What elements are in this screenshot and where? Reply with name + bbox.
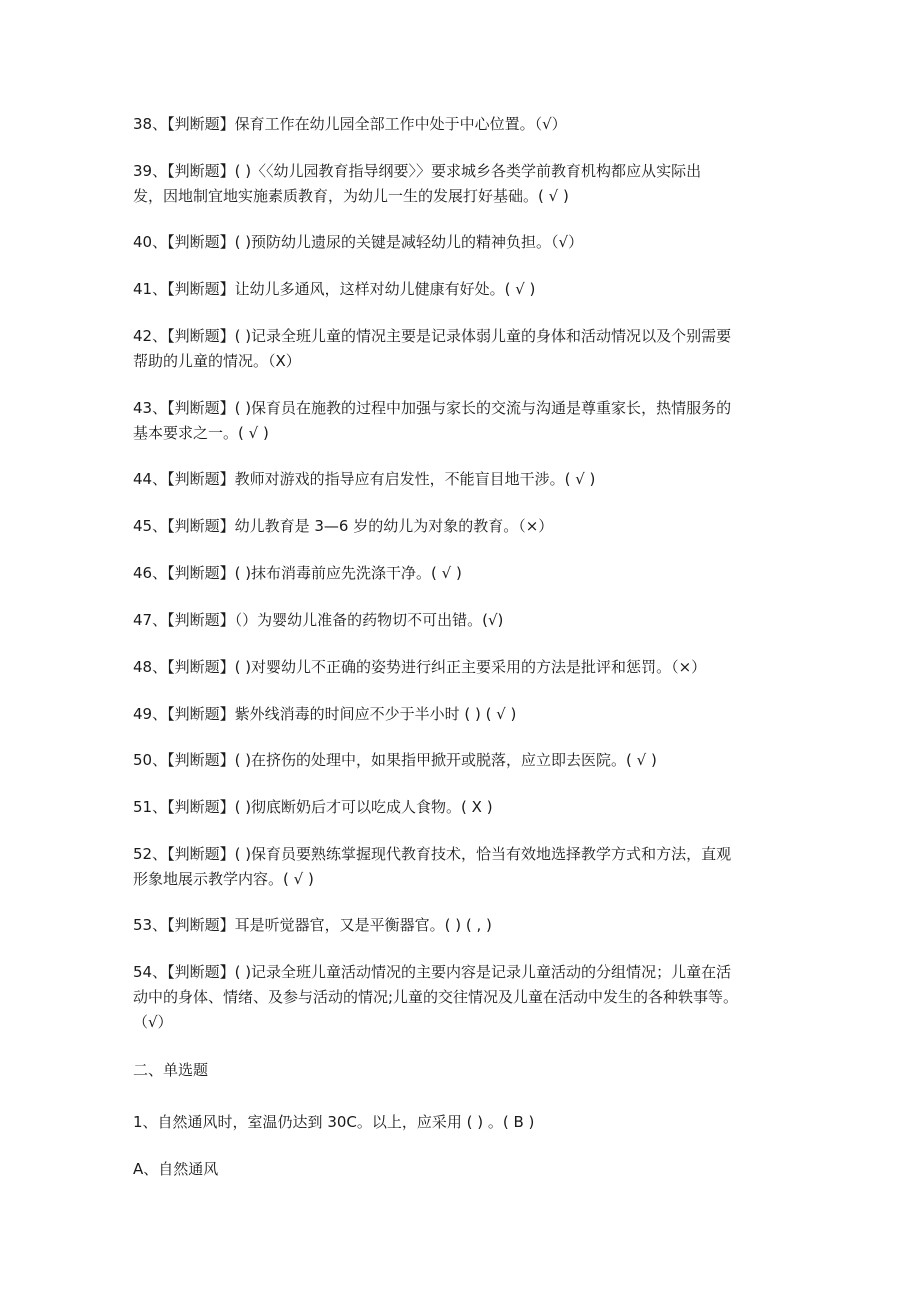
single-choice-question-1: 1、自然通风时，室温仍达到 30C。以上，应采用 ( ) 。( B ) xyxy=(133,1113,535,1131)
section-title: 二、单选题 xyxy=(133,1061,209,1079)
question-text: 44、【判断题】教师对游戏的指导应有启发性，不能盲目地干涉。( √ ) xyxy=(133,470,596,488)
question-text: 基本要求之一。( √ ) xyxy=(133,424,269,442)
question-text: 51、【判断题】( )彻底断奶后才可以吃成人食物。( X ) xyxy=(133,798,493,816)
question-text: 45、【判断题】幼儿教育是 3—6 岁的幼儿为对象的教育。（×） xyxy=(133,517,554,535)
question-text: 形象地展示教学内容。( √ ) xyxy=(133,870,314,888)
question-text: 48、【判断题】( )对婴幼儿不正确的姿势进行纠正主要采用的方法是批评和惩罚。（×） xyxy=(133,658,707,676)
question-text: 40、【判断题】( )预防幼儿遗尿的关键是减轻幼儿的精神负担。（√） xyxy=(133,233,584,251)
question-text: 动中的身体、情绪、及参与活动的情况;儿童的交往情况及儿童在活动中发生的各种轶事等。 xyxy=(133,988,739,1006)
question-text: 53、【判断题】耳是听觉器官，又是平衡器官。( ) ( , ) xyxy=(133,916,492,934)
question-38 xyxy=(133,112,778,137)
question-text: 47、【判断题】（）为婴幼儿准备的药物切不可出错。(√) xyxy=(133,611,504,629)
question-39 xyxy=(133,159,778,209)
question-47 xyxy=(133,608,778,633)
question-text: 帮助的儿童的情况。（X） xyxy=(133,352,301,370)
question-text: 50、【判断题】( )在挤伤的处理中，如果指甲掀开或脱落，应立即去医院。( √ ) xyxy=(133,751,657,769)
question-52 xyxy=(133,842,778,892)
question-text: 41、【判断题】让幼儿多通风，这样对幼儿健康有好处。( √ ) xyxy=(133,280,536,298)
question-text: 43、【判断题】( )保育员在施教的过程中加强与家长的交流与沟通是尊重家长，热情服务的 xyxy=(133,399,732,417)
question-45 xyxy=(133,514,778,539)
question-41 xyxy=(133,277,778,302)
question-text: 46、【判断题】( )抹布消毒前应先洗涤干净。( √ ) xyxy=(133,564,462,582)
question-40 xyxy=(133,230,778,255)
question-text: 52、【判断题】( )保育员要熟练掌握现代教育技术，恰当有效地选择教学方式和方法，直观 xyxy=(133,845,732,863)
question-text: 42、【判断题】( )记录全班儿童的情况主要是记录体弱儿童的身体和活动情况以及个别需要 xyxy=(133,327,732,345)
question-text: 39、【判断题】( )〈〈幼儿园教育指导纲要〉〉要求城乡各类学前教育机构都应从实际出 xyxy=(133,162,702,180)
question-43 xyxy=(133,396,778,446)
question-text: 发，因地制宜地实施素质教育，为幼儿一生的发展打好基础。( √ ) xyxy=(133,187,569,205)
question-54 xyxy=(133,960,778,1035)
question-53 xyxy=(133,913,778,938)
question-50 xyxy=(133,748,778,773)
question-text: 38、【判断题】保育工作在幼儿园全部工作中处于中心位置。（√） xyxy=(133,115,567,133)
question-text: 54、【判断题】( )记录全班儿童活动情况的主要内容是记录儿童活动的分组情况；儿童在活 xyxy=(133,963,732,981)
question-text: 49、【判断题】紫外线消毒的时间应不少于半小时 ( ) ( √ ) xyxy=(133,705,517,723)
question-48 xyxy=(133,655,778,680)
question-49 xyxy=(133,702,778,727)
question-44 xyxy=(133,467,778,492)
question-42 xyxy=(133,324,778,374)
question-46 xyxy=(133,561,778,586)
option-a: A、自然通风 xyxy=(133,1160,219,1178)
question-51 xyxy=(133,795,778,820)
question-text: （√） xyxy=(133,1013,173,1031)
